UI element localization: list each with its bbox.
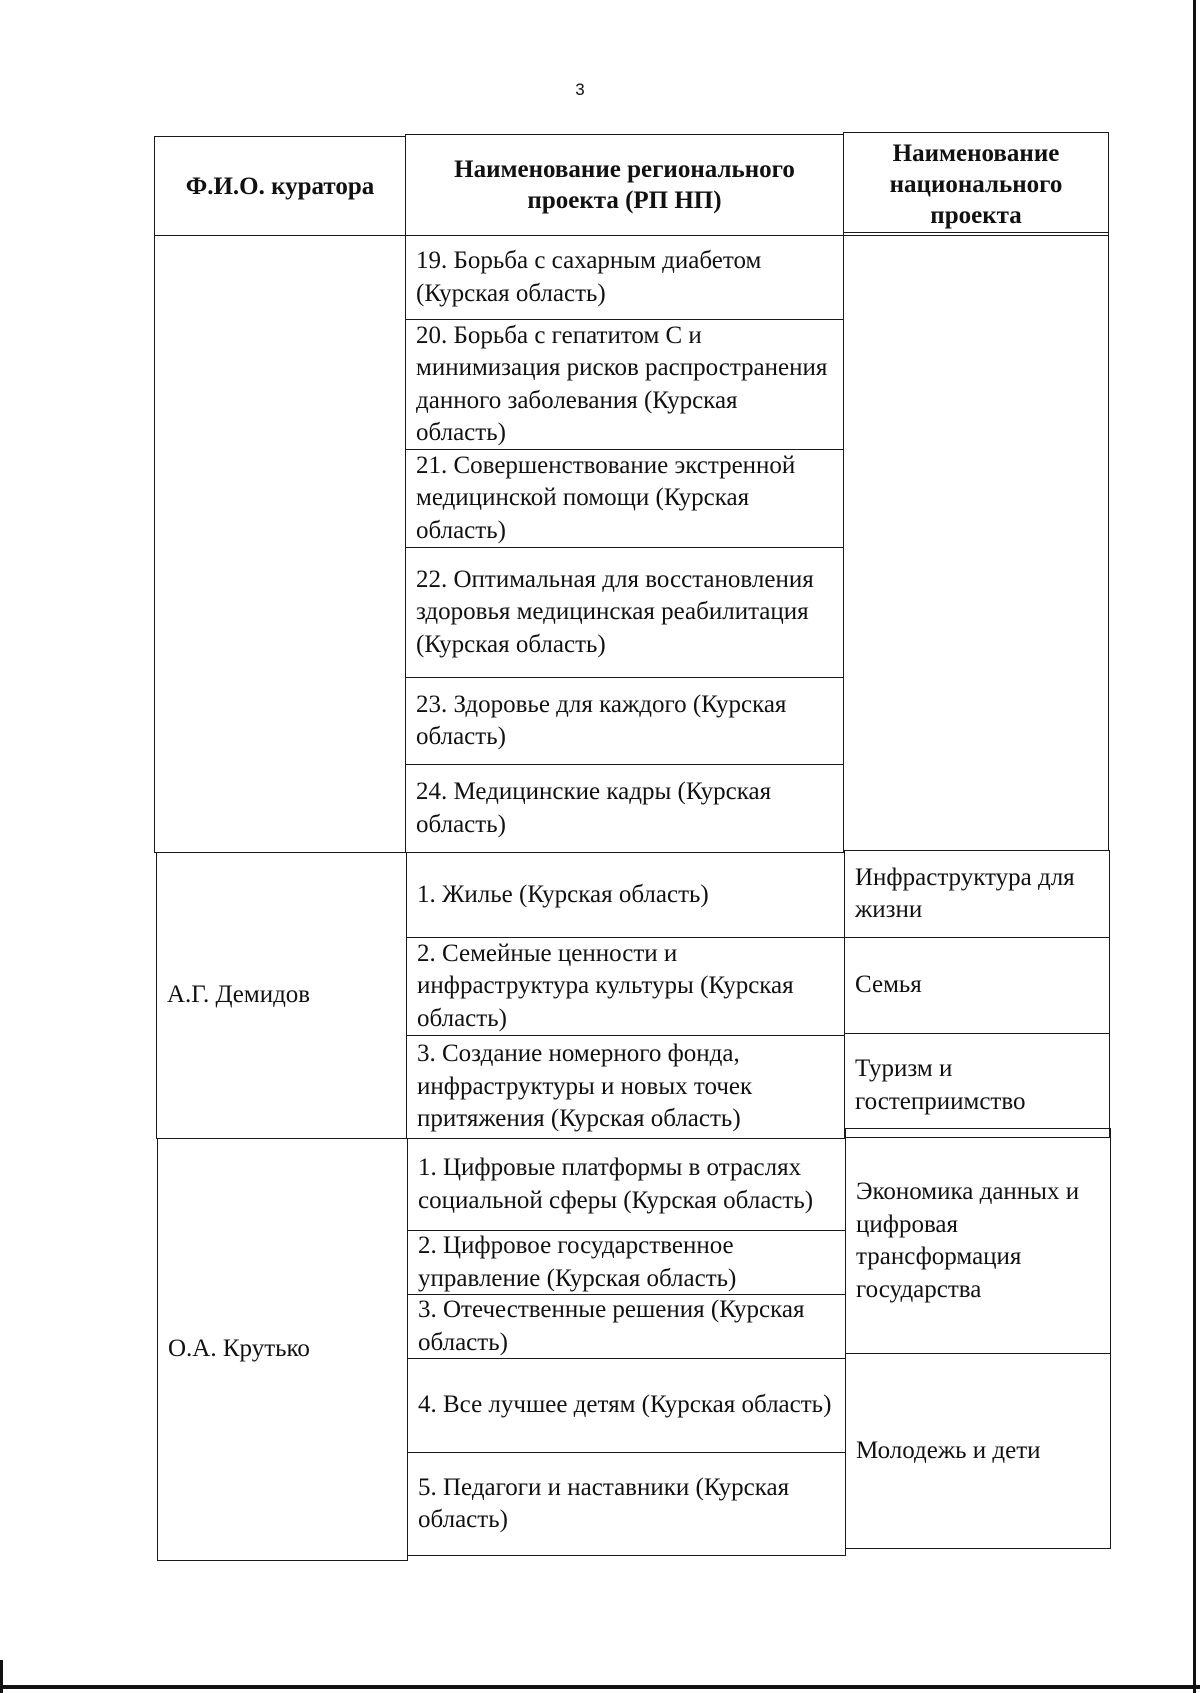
national-project-youth-text: Молодежь и дети <box>856 1436 1041 1464</box>
regional-project-k4: 4. Все лучшее детям (Курская область) <box>418 1391 832 1419</box>
table-row <box>407 1294 846 1359</box>
regional-project-19: 19. Борьба с сахарным диабетом (Курская область) <box>416 247 762 307</box>
national-project-family-text: Семья <box>855 971 922 999</box>
regional-project-k1: 1. Цифровые платформы в отраслях социальной сферы (Курская область) <box>418 1154 814 1214</box>
regional-project-24: 24. Медицинские кадры (Курская область) <box>416 778 772 838</box>
national-project-data-economy-text: Экономика данных и цифровая трансформация государства <box>856 1178 1080 1303</box>
regional-project-23: 23. Здоровье для каждого (Курская область) <box>416 690 787 750</box>
regional-project-21: 21. Совершенствование экстренной медицинской помощи (Курская область) <box>416 451 796 544</box>
table-row <box>405 449 844 548</box>
regional-project-22: 22. Оптимальная для восстановления здоровья медицинская реабилитация (Курская область) <box>416 565 814 658</box>
scan-edge-left <box>0 1660 3 1693</box>
national-cell-empty <box>843 232 1109 851</box>
header-national-project-text: Наименование национального проекта <box>889 139 1063 229</box>
header-curator-text: Ф.И.О. куратора <box>185 172 375 200</box>
table-row <box>405 547 844 678</box>
regional-project-20: 20. Борьба с гепатитом С и минимизация рисков распространения данного заболевания (Курская область) <box>416 321 828 446</box>
regional-project-d2: 2. Семейные ценности и инфраструктура культуры (Курская область) <box>417 939 794 1032</box>
table-row <box>407 1358 846 1453</box>
curator-demidov-text: А.Г. Демидов <box>167 981 311 1009</box>
table-row <box>406 937 845 1036</box>
regional-project-k2: 2. Цифровое государственное управление (Курская область) <box>418 1232 737 1292</box>
header-national-project <box>843 132 1109 236</box>
table-row <box>407 1138 846 1231</box>
table-row <box>405 235 844 320</box>
table-row <box>407 1230 846 1295</box>
regional-project-d3: 3. Создание номерного фонда, инфраструктуры и новых точек притяжения (Курская область) <box>417 1040 753 1133</box>
national-project-infra <box>844 850 1110 938</box>
table-row <box>407 1452 846 1556</box>
table-row <box>405 764 844 853</box>
national-project-tourism-text: Туризм и гостеприимство <box>855 1055 1026 1115</box>
curator-demidov <box>156 852 407 1139</box>
header-curator <box>154 136 406 236</box>
table-row <box>405 677 844 765</box>
regional-project-d1: 1. Жилье (Курская область) <box>417 880 709 908</box>
curator-krutko <box>157 1138 408 1561</box>
regional-project-k3: 3. Отечественные решения (Курская область) <box>418 1296 805 1356</box>
national-project-data-economy <box>845 1128 1111 1354</box>
curator-cell-empty <box>154 235 406 853</box>
table-row <box>406 852 845 938</box>
header-regional-project <box>405 134 844 236</box>
table-row <box>406 1035 845 1139</box>
table-row <box>405 319 844 450</box>
scan-edge-bottom <box>0 1685 1200 1689</box>
national-project-tourism <box>844 1033 1110 1138</box>
national-project-family <box>844 937 1110 1034</box>
scan-edge-right <box>1193 0 1196 1693</box>
page-number: 3 <box>575 80 585 99</box>
regional-project-k5: 5. Педагоги и наставники (Курская область) <box>418 1473 790 1533</box>
header-regional-project-text: Наименование регионального проекта (РП НП) <box>454 156 795 214</box>
national-project-youth <box>845 1353 1111 1549</box>
curator-krutko-text: О.А. Крутько <box>168 1335 310 1363</box>
national-project-infra-text: Инфраструктура для жизни <box>855 863 1075 923</box>
